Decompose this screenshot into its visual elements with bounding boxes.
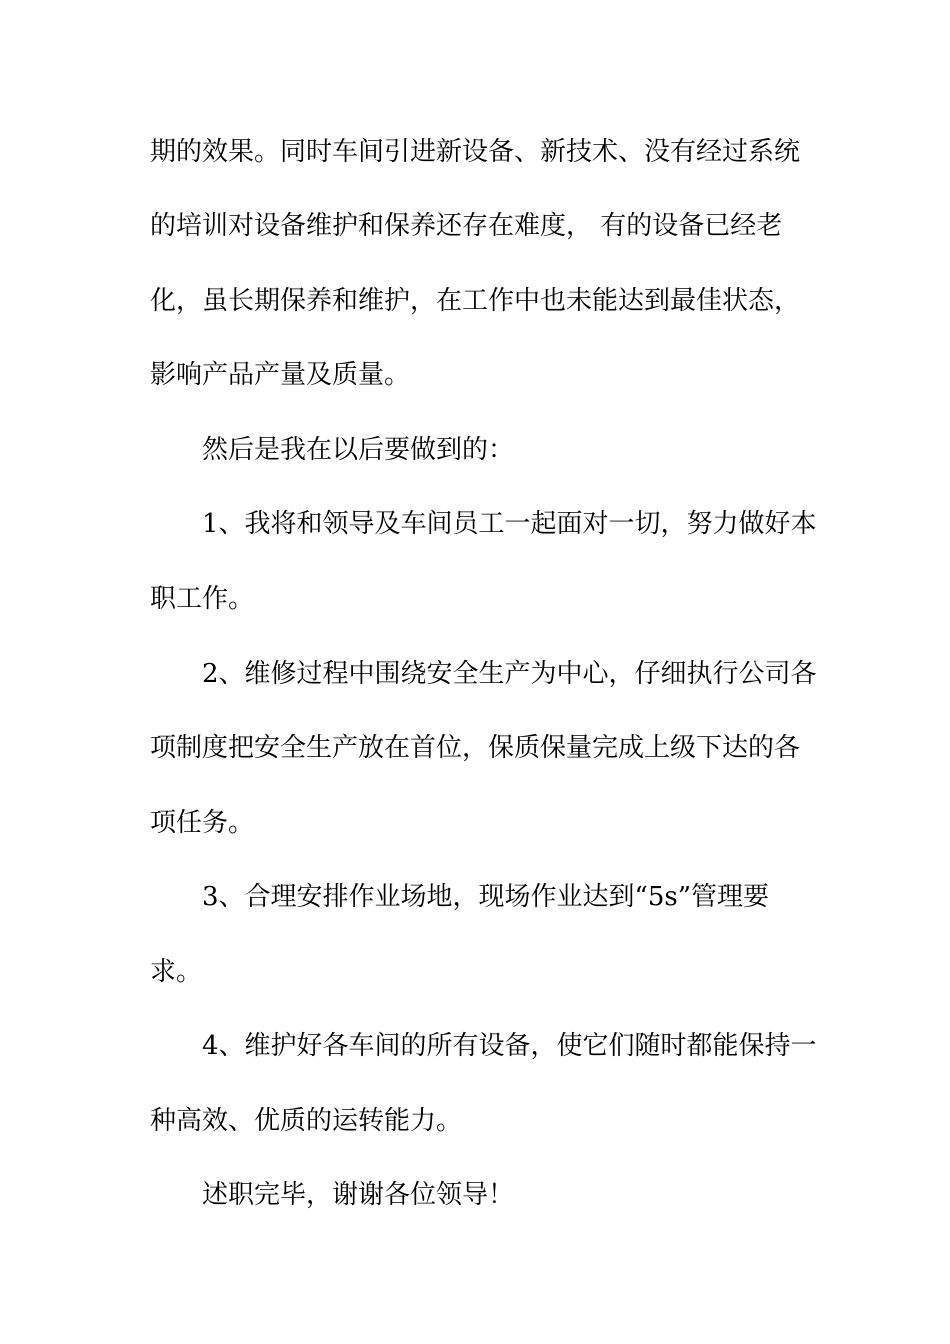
list-item-2-line: 2、维修过程中围绕安全生产为中心，仔细执行公司各 [202,659,817,689]
list-item-3-line: 3、合理安排作业场地，现场作业达到“5s”管理要 [202,882,770,912]
list-item-2-line: 项制度把安全生产放在首位，保质保量完成上级下达的各 [150,733,801,763]
list-item-1-line: 1、我将和领导及车间员工一起面对一切，努力做好本 [202,509,817,539]
paragraph-line: 期的效果。同时车间引进新设备、新技术、没有经过系统 [150,137,801,167]
closing-line: 述职完毕，谢谢各位领导！ [202,1180,515,1210]
list-item-1-line: 职工作。 [150,584,255,614]
paragraph-line: 化，虽长期保养和维护，在工作中也未能达到最佳状态， [150,286,801,316]
list-item-4-line: 种高效、优质的运转能力。 [150,1106,463,1136]
list-item-4-line: 4、维护好各车间的所有设备，使它们随时都能保持一 [202,1031,817,1061]
list-item-2-line: 项任务。 [150,808,255,838]
paragraph-line: 影响产品产量及质量。 [150,360,411,390]
list-item-3-line: 求。 [150,957,203,987]
paragraph-line: 然后是我在以后要做到的： [202,435,515,465]
paragraph-line: 的培训对设备维护和保养还存在难度， 有的设备已经老 [150,211,783,241]
